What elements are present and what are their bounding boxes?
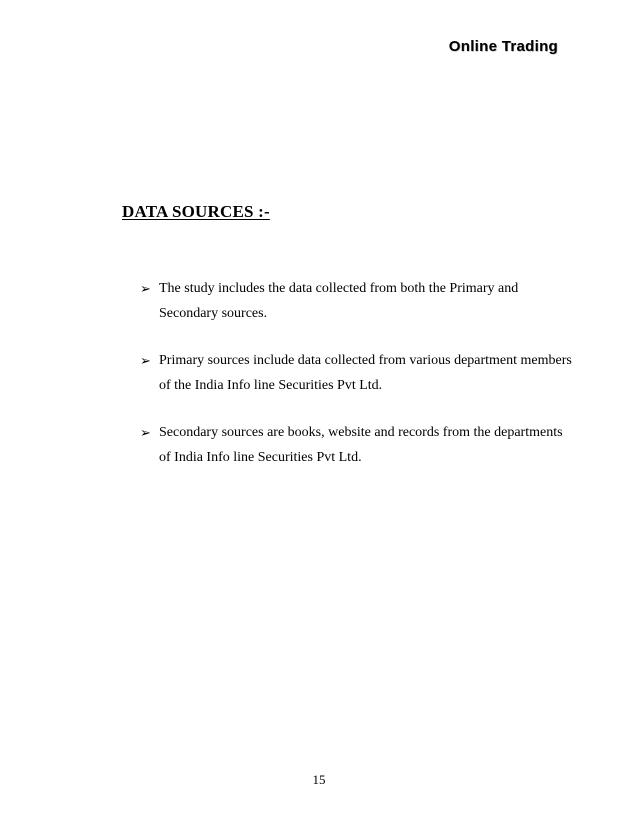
list-item [140, 348, 580, 398]
section-heading: DATA SOURCES :- [122, 202, 270, 221]
arrowhead-bullet-icon: ➢ [140, 353, 151, 368]
list-item-text-line: Secondary sources are books, website and records from the departments [159, 425, 563, 440]
bullet-list [140, 276, 580, 492]
list-item-text-line: Primary sources include data collected from various department members [159, 353, 572, 368]
list-item-text-line: The study includes the data collected from both the Primary and [159, 281, 519, 296]
list-item-text-line: of India Info line Securities Pvt Ltd. [159, 450, 362, 465]
list-item-text-line: Secondary sources. [159, 306, 268, 321]
list-item-text-line: of the India Info line Securities Pvt Ltd. [159, 378, 383, 393]
arrowhead-bullet-icon: ➢ [140, 281, 151, 296]
running-header-title: Online Trading [448, 38, 558, 55]
page-number: 15 [312, 772, 326, 787]
arrowhead-bullet-icon: ➢ [140, 425, 151, 440]
list-item [140, 420, 580, 470]
list-item [140, 276, 580, 326]
